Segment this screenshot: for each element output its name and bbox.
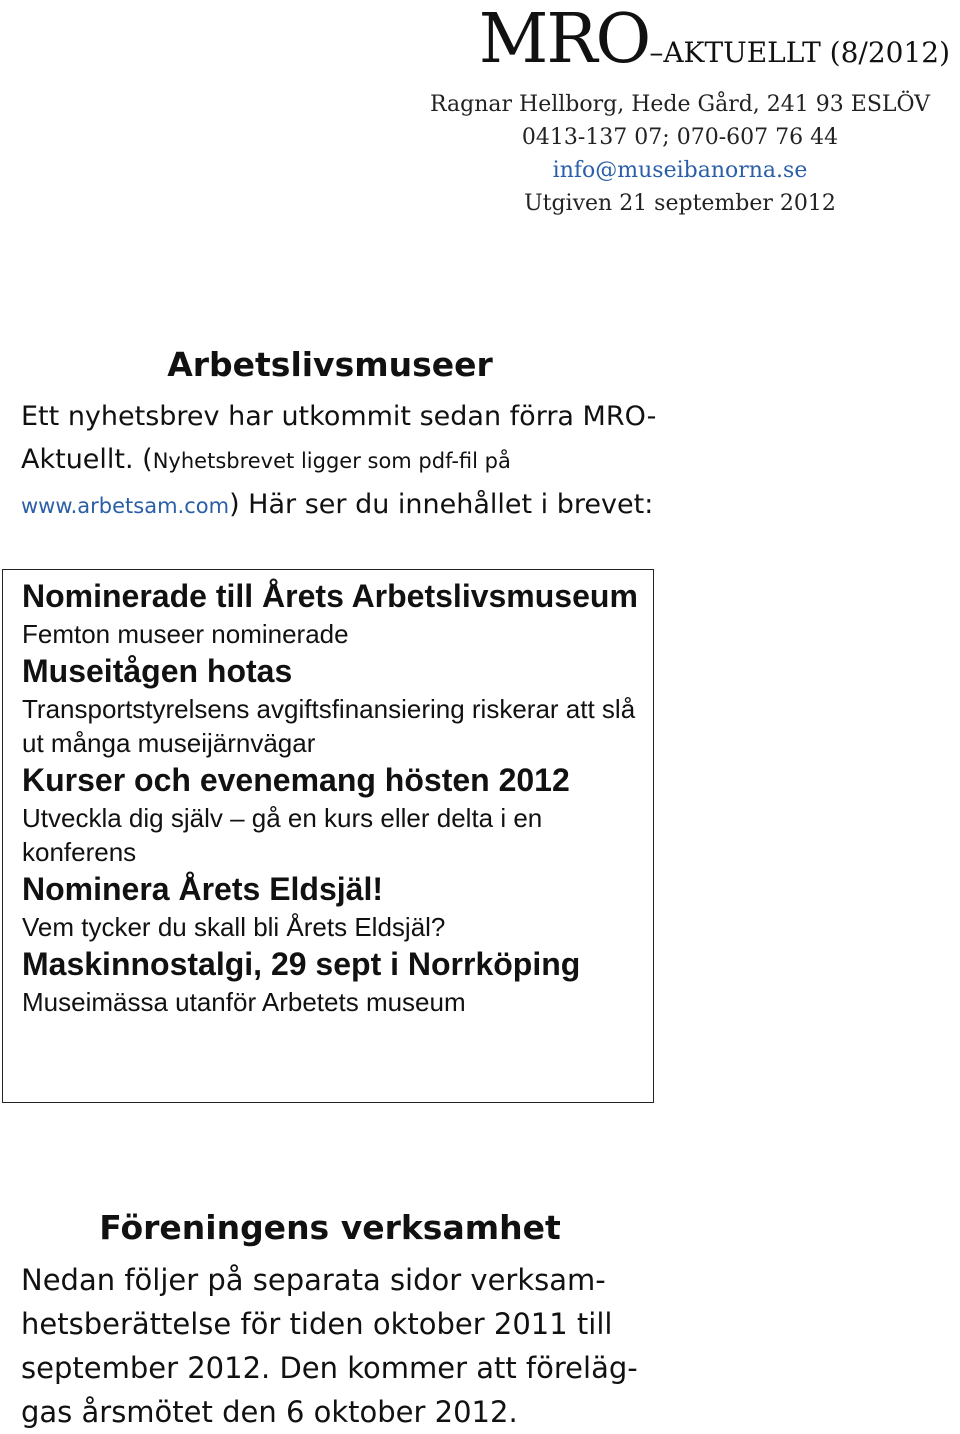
contents-item: [22, 944, 653, 1019]
section-body-association: [21, 1258, 661, 1434]
contents-item: [22, 651, 653, 760]
contents-item-title: Kurser och evenemang hösten 2012: [22, 762, 570, 798]
title-main: MRO: [478, 0, 650, 79]
contents-item-title: Maskinnostalgi, 29 sept i Norrköping: [22, 946, 581, 982]
intro-text: Ett nyhetsbrev har utkommit sedan förra MRO-Aktuellt. (: [21, 401, 657, 475]
section-body-museums: [21, 395, 661, 528]
contents-item-desc: Utveckla dig själv – gå en kurs eller delta i en konferens: [22, 803, 543, 867]
body-line: gas årsmötet den 6 oktober 2012.: [21, 1395, 518, 1429]
body-line: september 2012. Den kommer att föreläg-: [21, 1351, 638, 1385]
contents-item-title: Nominera Årets Eldsjäl!: [22, 871, 383, 907]
contents-item-desc: Museimässa utanför Arbetets museum: [22, 987, 466, 1017]
intro-text-cont: ) Här ser du innehållet i brevet:: [229, 489, 654, 520]
contact-email-link[interactable]: info@museibanorna.se: [552, 158, 808, 183]
contents-item-desc: Vem tycker du skall bli Årets Eldsjäl?: [22, 912, 446, 942]
newsletter-title: [390, 0, 950, 82]
contents-item-desc: Transportstyrelsens avgiftsfinansiering riskerar att slå ut många museijärnvägar: [22, 694, 636, 758]
masthead: [390, 0, 950, 82]
newsletter-contents-box: [2, 569, 654, 1103]
contents-item-desc: Femton museer nominerade: [22, 619, 349, 649]
arbetsam-link[interactable]: www.arbetsam.com: [21, 494, 230, 518]
contact-phone: 0413-137 07; 070-607 76 44: [521, 125, 839, 150]
contents-item: [22, 576, 653, 651]
contact-block: [410, 88, 950, 220]
intro-note: Nyhetsbrevet ligger som pdf-fil på: [152, 449, 511, 473]
issue-date: Utgiven 21 september 2012: [524, 191, 836, 216]
contact-address: Ragnar Hellborg, Hede Gård, 241 93 ESLÖV: [429, 92, 931, 117]
contents-item: [22, 869, 653, 944]
title-sub: –AKTUELLT (8/2012): [649, 36, 950, 69]
section-heading-association: Föreningens verksamhet: [99, 1208, 561, 1247]
body-line: hetsberättelse för tiden oktober 2011 till: [21, 1307, 613, 1341]
contents-item: [22, 760, 653, 869]
section-heading-museums: Arbetslivsmuseer: [167, 345, 493, 384]
body-line: Nedan följer på separata sidor verksam-: [21, 1263, 606, 1297]
contents-item-title: Nominerade till Årets Arbetslivsmuseum: [22, 578, 638, 614]
contents-item-title: Museitågen hotas: [22, 653, 293, 689]
